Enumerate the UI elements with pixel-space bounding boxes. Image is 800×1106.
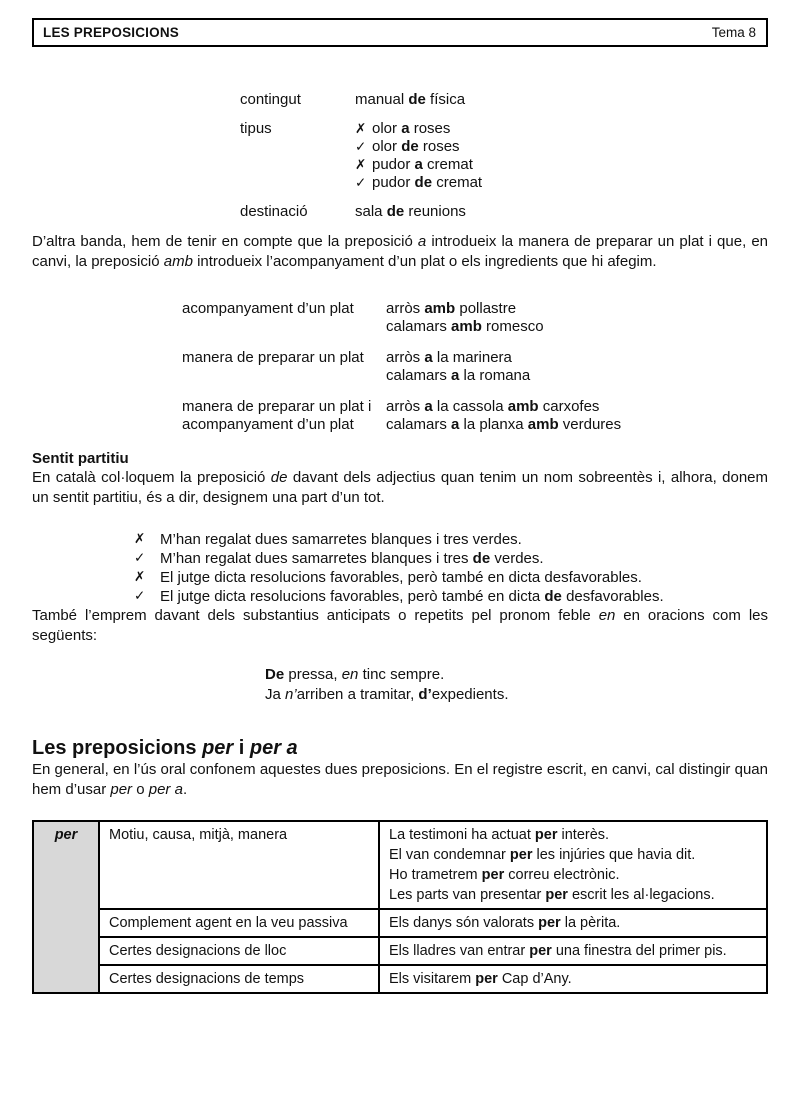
usage-cell: Certes designacions de temps (99, 965, 379, 993)
example-text: calamars a la planxa amb verdures (386, 416, 622, 433)
ballot-x-icon: ✗ (355, 121, 367, 137)
example-text: El van condemnar per les injúries que havia dit. (389, 847, 696, 863)
example-line (386, 398, 768, 416)
example-text: Els danys són valorats per la pèrita. (389, 915, 621, 931)
check-icon: ✓ (355, 175, 367, 191)
example-text: arròs amb pollastre (386, 300, 517, 317)
example-line (386, 318, 768, 336)
example-text: arròs a la cassola amb carxofes (386, 398, 600, 415)
table-row (33, 821, 767, 909)
examples-cell (379, 937, 767, 965)
list-item (182, 300, 768, 336)
check-icon: ✓ (355, 139, 367, 155)
ballot-x-icon: ✗ (134, 531, 146, 547)
term-label: manera de preparar un plat (182, 349, 364, 366)
usage-cell: Certes designacions de lloc (99, 937, 379, 965)
term-label: tipus (240, 120, 272, 137)
example-line (134, 549, 768, 568)
example-text: El jutge dicta resolucions favorables, però també en dicta de desfavorables. (160, 588, 664, 605)
per-intro-paragraph: En general, en l’ús oral confonem aquestes dues preposicions. En el registre escrit, en canvi, cal distingir quan hem d’usar per o per a. (32, 761, 768, 798)
table-row (33, 965, 767, 993)
list-item (240, 203, 768, 221)
example-lines (355, 120, 768, 192)
example-line (355, 120, 768, 138)
per-usage-table (32, 820, 768, 994)
dishes-usage-list (182, 300, 768, 434)
table-row (33, 937, 767, 965)
list-item (240, 120, 768, 192)
example-text: manual de física (355, 91, 466, 108)
example-text: De pressa, en tinc sempre. (265, 666, 445, 683)
example-lines (386, 398, 768, 434)
term-label: contingut (240, 91, 301, 108)
examples-cell (379, 965, 767, 993)
example-line (134, 568, 768, 587)
example-text: Els visitarem per Cap d’Any. (389, 971, 572, 987)
term-label: acompanyament d’un plat (182, 300, 354, 317)
example-line (355, 174, 768, 192)
example-text: M’han regalat dues samarretes blanques i tres verdes. (160, 531, 522, 548)
usage-cell: Motiu, causa, mitjà, manera (99, 821, 379, 909)
example-text: Ho trametrem per correu electrònic. (389, 867, 620, 883)
example-text: La testimoni ha actuat per interès. (389, 827, 610, 843)
example-lines (386, 300, 768, 336)
list-item (182, 349, 768, 385)
term-label: destinació (240, 203, 308, 220)
de-usage-list (240, 91, 768, 221)
example-line (134, 587, 768, 606)
per-label-cell: per (33, 821, 99, 993)
example-text: El jutge dicta resolucions favorables, però també en dicta desfavorables. (160, 569, 642, 586)
examples-cell (379, 821, 767, 909)
page-header (32, 18, 768, 47)
list-item (240, 91, 768, 109)
example-text: Ja n’arriben a tramitar, d’expedients. (265, 686, 509, 703)
example-line (134, 530, 768, 549)
check-icon: ✓ (134, 550, 146, 566)
tema-number: Tema 8 (711, 25, 756, 40)
example-lines (355, 203, 768, 221)
example-lines (355, 91, 768, 109)
example-line (386, 416, 768, 434)
en-pronoun-examples (265, 665, 768, 705)
example-text: olor de roses (372, 138, 460, 155)
example-text: arròs a la marinera (386, 349, 512, 366)
example-text: Els lladres van entrar per una finestra del primer pis. (389, 943, 727, 959)
example-line (355, 138, 768, 156)
example-text: calamars a la romana (386, 367, 531, 384)
table-row (33, 909, 767, 937)
example-line (386, 367, 768, 385)
en-pronoun-paragraph: També l’emprem davant dels substantius anticipats o repetits pel pronom feble en en oracions com les següents: (32, 607, 768, 644)
example-line (355, 203, 768, 221)
section-heading-sentit-partitiu: Sentit partitiu (32, 450, 129, 467)
example-line (355, 156, 768, 174)
example-text: M’han regalat dues samarretes blanques i tres de verdes. (160, 550, 544, 567)
example-text: sala de reunions (355, 203, 466, 220)
example-line (386, 349, 768, 367)
example-lines (386, 349, 768, 385)
intro-paragraph-a-amb: D’altra banda, hem de tenir en compte que la preposició a introdueix la manera de preparar un plat i que, en canvi, la preposició amb introdueix l’acompanyament d’un plat o els ingredients que hi afegim. (32, 233, 768, 270)
partitive-example-list (134, 530, 768, 606)
example-line (386, 300, 768, 318)
ballot-x-icon: ✗ (355, 157, 367, 173)
example-line (355, 91, 768, 109)
usage-cell: Complement agent en la veu passiva (99, 909, 379, 937)
example-text: olor a roses (372, 120, 451, 137)
check-icon: ✓ (134, 588, 146, 604)
page-title: LES PREPOSICIONS (43, 25, 179, 40)
ballot-x-icon: ✗ (134, 569, 146, 585)
example-text: calamars amb romesco (386, 318, 544, 335)
example-text: Les parts van presentar per escrit les al·legacions. (389, 887, 715, 903)
example-text: pudor a cremat (372, 156, 473, 173)
list-item (182, 398, 768, 434)
partitive-paragraph: En català col·loquem la preposició de davant dels adjectius quan tenim un nom sobreentès i, alhora, donem un sentit partitiu, és a dir, designem una part d’un tot. (32, 469, 768, 506)
example-text: pudor de cremat (372, 174, 483, 191)
term-label: manera de preparar un plat i acompanyament d’un plat (182, 398, 372, 433)
section-heading-per: Les preposicions per i per a (32, 737, 298, 759)
examples-cell (379, 909, 767, 937)
